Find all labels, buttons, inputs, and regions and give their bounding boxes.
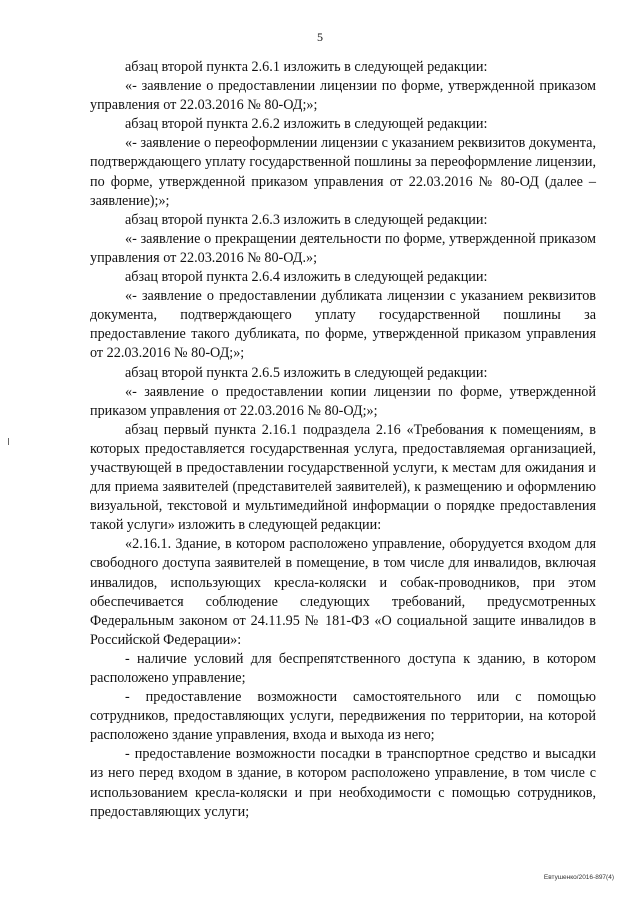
paragraph-amend-2-16-1: абзац первый пункта 2.16.1 подраздела 2.16 «Требования к помещениям, в которых предоставляется государственная услуга, предоставляемая организацией, участвующей в предоставлении государственной услуги, к местам для ожидания и для приема заявителей (представителей заявителей), к размещению и оформлению визуальной, текстовой и мультимедийной информации о порядке предоставления такой услуги» изложить в следующей редакции:: [90, 421, 596, 534]
paragraph-text-2-6-4: «- заявление о предоставлении дубликата лицензии с указанием реквизитов документа, подтверждающего уплату государственной пошлины за предоставление такого дубликата, по форме, утвержденной приказом управления от 22.03.2016 № 80-ОД;»;: [90, 288, 596, 362]
paragraph-text-2-16-1: «2.16.1. Здание, в котором расположено управление, оборудуется входом для свободного доступа заявителей в помещение, в том числе для инвалидов, включая инвалидов, использующих кресла-коляски и собак-проводников, при этом обеспечивается соблюдение следующих требований, предусмотренных Федеральным законом от 24.11.95 № 181-ФЗ «О социальной защите инвалидов в Российской Федерации»:: [90, 536, 596, 648]
list-item-transport: - предоставление возможности посадки в транспортное средство и высадки из него перед входом в здание, в котором расположено управление, в том числе с использованием кресла-коляски и при необходимости с помощью сотрудников, предоставляющих услуги;: [90, 746, 596, 820]
paragraph-amend-2-6-1: абзац второй пункта 2.6.1 изложить в следующей редакции:: [125, 59, 488, 75]
paragraph-amend-2-6-5: абзац второй пункта 2.6.5 изложить в следующей редакции:: [125, 364, 488, 381]
paragraph-text-2-6-1: «- заявление о предоставлении лицензии по форме, утвержденной приказом управления от 22.03.2016 № 80-ОД;»;: [90, 78, 596, 114]
paragraph-amend-2-6-2: абзац второй пункта 2.6.2 изложить в следующей редакции:: [125, 116, 488, 133]
document-body: [90, 58, 596, 822]
paragraph-text-2-6-3: «- заявление о прекращении деятельности по форме, утвержденной приказом управления от 22.03.2016 № 80-ОД.»;: [90, 230, 596, 266]
paragraph-text-2-6-5: «- заявление о предоставлении копии лицензии по форме, утвержденной приказом управления от 22.03.2016 № 80-ОД;»;: [90, 383, 596, 419]
footer-code: Евтушенко/2016-897(4): [543, 874, 614, 881]
list-item-movement: - предоставление возможности самостоятельного или с помощью сотрудников, предоставляющих услуги, передвижения по территории, на которой расположено здание управления, входа и выхода из него;: [90, 689, 596, 744]
margin-mark: [8, 438, 9, 445]
paragraph-text-2-6-2: «- заявление о переоформлении лицензии с указанием реквизитов документа, подтверждающего уплату государственной пошлины за переоформление лицензии, по форме, утвержденной приказом управления от 22.03.2016 № 80-ОД (далее – заявление);»;: [90, 135, 596, 209]
list-item-access-conditions: - наличие условий для беспрепятственного доступа к зданию, в котором расположено управление;: [90, 650, 596, 686]
page-number: 5: [317, 30, 323, 44]
paragraph-amend-2-6-4: абзац второй пункта 2.6.4 изложить в следующей редакции:: [125, 269, 488, 286]
paragraph-amend-2-6-3: абзац второй пункта 2.6.3 изложить в следующей редакции:: [125, 211, 488, 228]
